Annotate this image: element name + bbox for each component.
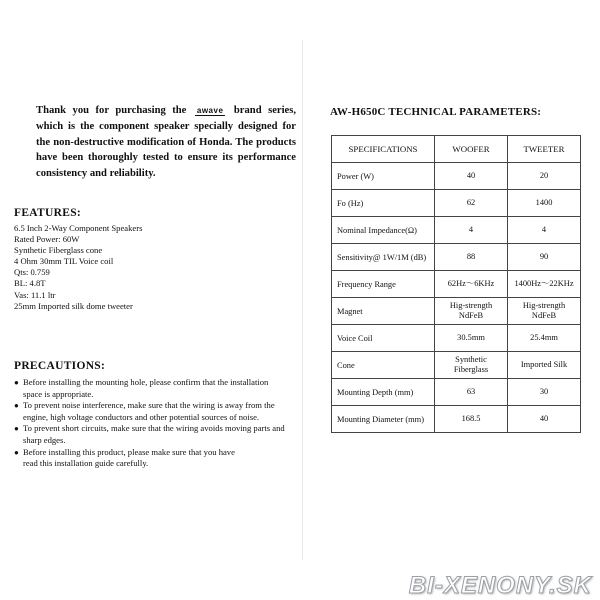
- feature-item: Rated Power: 60W: [14, 234, 80, 245]
- tweeter-value-cell: 1400: [508, 190, 581, 217]
- spec-name-cell: Mounting Depth (mm): [332, 379, 435, 406]
- precaution-text: read this installation guide carefully.: [23, 458, 149, 469]
- spec-row: [332, 271, 581, 298]
- bullet-icon: ●: [14, 401, 19, 411]
- woofer-value-cell: 4: [435, 217, 508, 244]
- bullet-icon: ●: [14, 424, 19, 434]
- intro-paragraph: [14, 103, 296, 182]
- header-cell-tweeter: TWEETER: [508, 136, 581, 163]
- woofer-value-cell: 63: [435, 379, 508, 406]
- woofer-value-cell: Hig-strength NdFeB: [435, 298, 508, 325]
- precaution-text: To prevent short circuits, make sure that the wiring avoids moving parts and sharp edges.: [23, 423, 285, 445]
- precaution-text: Before installing the mounting hole, please confirm that the installation space is appropriate.: [23, 377, 269, 399]
- tweeter-value-cell: 1400Hz～22KHz: [508, 271, 581, 298]
- spec-row: [332, 163, 581, 190]
- spec-row: [332, 406, 581, 433]
- woofer-value-cell: 30.5mm: [435, 325, 508, 352]
- spec-table-header: [332, 136, 581, 163]
- features-list: [14, 223, 142, 312]
- bullet-icon: ●: [14, 378, 19, 387]
- feature-item: 6.5 Inch 2-Way Component Speakers: [14, 223, 143, 233]
- feature-item: 25mm Imported silk dome tweeter: [14, 300, 133, 311]
- tweeter-value-cell: 20: [508, 163, 581, 190]
- woofer-value-cell: Synthetic Fiberglass: [435, 352, 508, 379]
- precautions-heading: PRECAUTIONS:: [14, 360, 106, 372]
- precaution-item: [14, 447, 286, 459]
- watermark-logo: BI-XENONY.SK: [408, 572, 592, 599]
- precaution-item: [14, 400, 286, 423]
- feature-item: Vas: 11.1 ltr: [14, 289, 56, 300]
- woofer-value-cell: 40: [435, 163, 508, 190]
- spec-name-cell: Fo (Hz): [332, 190, 435, 217]
- tweeter-value-cell: Hig-strength NdFeB: [508, 298, 581, 325]
- woofer-value-cell: 62: [435, 190, 508, 217]
- feature-item: Qts: 0.759: [14, 267, 50, 278]
- intro-text-body: which is the component speaker specially designed for the non-destructive modification of Honda. The products have been thoroughly tested to ensure its performance consistency and reliability.: [36, 120, 296, 180]
- spec-row: [332, 325, 581, 352]
- intro-text-start: Thank you for purchasing the: [36, 105, 187, 116]
- feature-item: BL: 4.8T: [14, 278, 46, 289]
- precaution-item: [14, 458, 286, 470]
- brand-logo: awave: [196, 106, 224, 115]
- header-cell-woofer: WOOFER: [435, 136, 508, 163]
- feature-item: Synthetic Fiberglass cone: [14, 245, 103, 256]
- tweeter-value-cell: 4: [508, 217, 581, 244]
- woofer-value-cell: 88: [435, 244, 508, 271]
- spec-name-cell: Voice Coil: [332, 325, 435, 352]
- bullet-icon: ●: [14, 447, 19, 457]
- spec-name-cell: Magnet: [332, 298, 435, 325]
- woofer-value-cell: 62Hz～6KHz: [435, 271, 508, 298]
- parameters-heading: AW-H650C TECHNICAL PARAMETERS:: [330, 106, 542, 118]
- tweeter-value-cell: Imported Silk: [508, 352, 581, 379]
- precaution-item: [14, 377, 286, 400]
- spec-table: [331, 135, 581, 433]
- spec-name-cell: Power (W): [332, 163, 435, 190]
- spec-name-cell: Nominal Impedance(Ω): [332, 217, 435, 244]
- tweeter-value-cell: 30: [508, 379, 581, 406]
- intro-text-end: brand series,: [233, 105, 297, 116]
- tweeter-value-cell: 40: [508, 406, 581, 433]
- feature-item: 4 Ohm 30mm TIL Voice coil: [14, 256, 114, 267]
- spec-name-cell: Cone: [332, 352, 435, 379]
- spec-row: [332, 352, 581, 379]
- tweeter-value-cell: 90: [508, 244, 581, 271]
- spec-row: [332, 244, 581, 271]
- header-cell-specifications: SPECIFICATIONS: [332, 136, 435, 163]
- features-heading: FEATURES:: [14, 207, 82, 219]
- woofer-value-cell: 168.5: [435, 406, 508, 433]
- spec-row: [332, 379, 581, 406]
- precautions-list: [14, 377, 286, 470]
- precaution-text: To prevent noise interference, make sure that the wiring is away from the engine, high voltage conductors and other potential sources of noise.: [23, 400, 275, 422]
- spec-row: [332, 298, 581, 325]
- spec-row: [332, 190, 581, 217]
- spec-name-cell: Frequency Range: [332, 271, 435, 298]
- precaution-text: Before installing this product, please make sure that you have: [23, 446, 235, 457]
- tweeter-value-cell: 25.4mm: [508, 325, 581, 352]
- page-fold-divider: [302, 40, 303, 560]
- spec-name-cell: Sensitivity@ 1W/1M (dB): [332, 244, 435, 271]
- spec-name-cell: Mounting Diameter (mm): [332, 406, 435, 433]
- precaution-item: [14, 423, 286, 446]
- spec-row: [332, 217, 581, 244]
